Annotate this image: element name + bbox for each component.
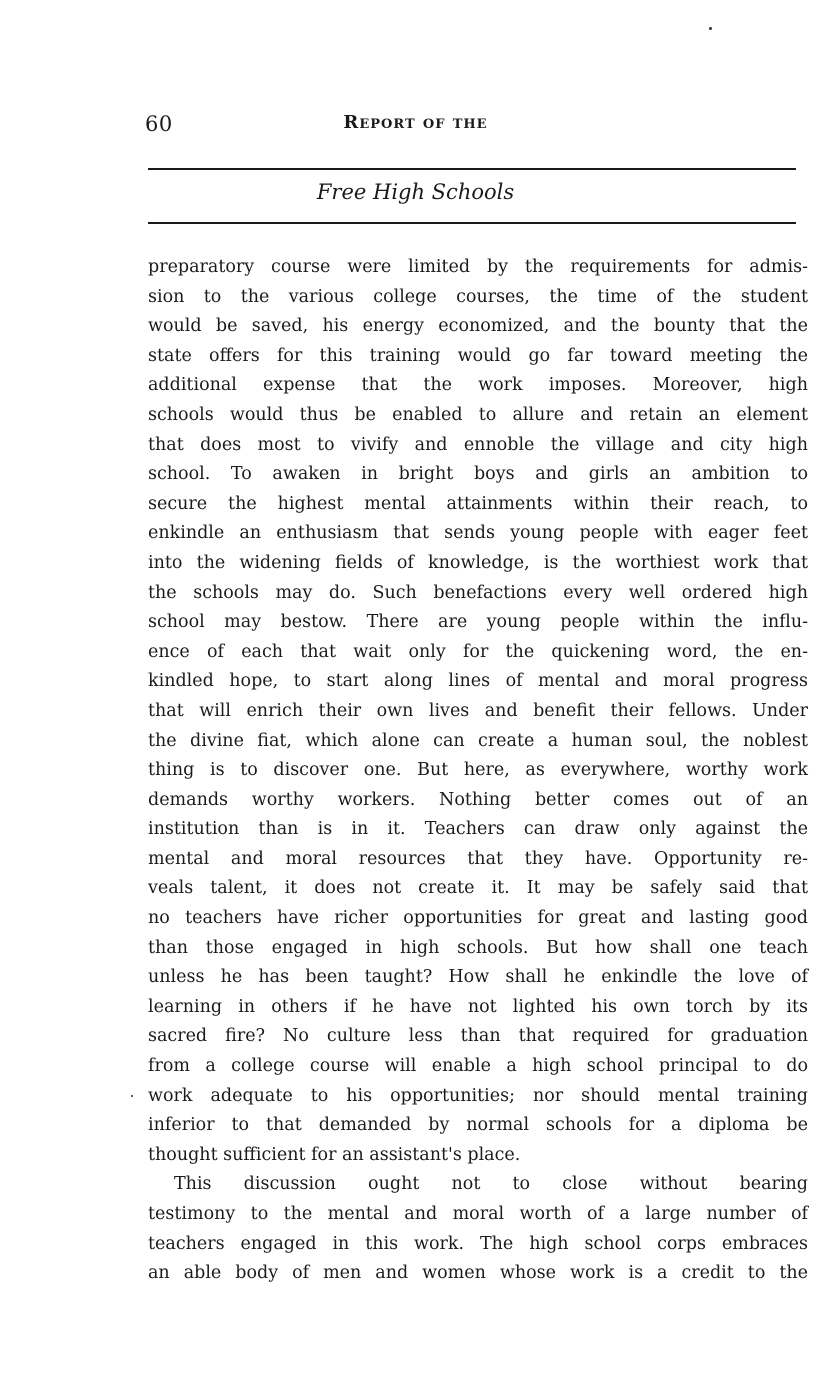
text-line: no teachers have richer opportunities for great and lasting good [148, 908, 808, 929]
text-line: testimony to the mental and moral worth of a large number of [148, 1204, 808, 1224]
text-line: inferior to that demanded by normal schools for a diploma be [148, 1115, 808, 1136]
text-line-paragraph-start: This discussion ought not to close without bearing [174, 1174, 808, 1195]
text-line: sion to the various college courses, the time of the student [148, 286, 808, 307]
text-line: would be saved, his energy economized, and the bounty that the [148, 316, 808, 337]
text-line: the divine fiat, which alone can create a human soul, the noblest [148, 730, 808, 751]
text-line: mental and moral resources that they have. Opportunity re- [148, 848, 808, 869]
text-line: learning in others if he have not lighted his own torch by its [148, 996, 808, 1017]
text-line: the schools may do. Such benefactions every well ordered high [148, 582, 808, 603]
text-line: sacred fire? No culture less than that required for graduation [148, 1026, 808, 1047]
text-line: an able body of men and women whose work is a credit to the [148, 1263, 808, 1284]
text-line: teachers engaged in this work. The high school corps embraces [148, 1233, 808, 1254]
text-line: additional expense that the work imposes. Moreover, high [148, 375, 808, 396]
text-line: kindled hope, to start along lines of mental and moral progress [148, 671, 808, 692]
text-line: state offers for this training would go far toward meeting the [148, 345, 808, 366]
text-line: schools would thus be enabled to allure and retain an element [148, 404, 808, 425]
text-line: thing is to discover one. But here, as everywhere, worthy work [148, 760, 808, 781]
text-line: preparatory course were limited by the requirements for admis- [148, 257, 808, 277]
text-line-paragraph-end: thought sufficient for an assistant's place. [148, 1144, 521, 1165]
header-rule-top [148, 168, 796, 170]
text-line: into the widening fields of knowledge, is the worthiest work that [148, 552, 808, 573]
running-head: Report of the [343, 112, 488, 133]
text-line: enkindle an enthusiasm that sends young people with eager feet [148, 523, 808, 544]
text-line: work adequate to his opportunities; nor should mental training [148, 1085, 808, 1106]
page-number: 60 [145, 112, 173, 136]
text-line: from a college course will enable a high school principal to do [148, 1056, 808, 1077]
section-title: Free High Schools [316, 180, 515, 204]
ink-speck [131, 1095, 133, 1097]
body-text [148, 253, 808, 1289]
text-line: that does most to vivify and ennoble the village and city high [148, 434, 808, 455]
text-line: school may bestow. There are young people within the influ- [148, 612, 808, 633]
text-line: that will enrich their own lives and benefit their fellows. Under [148, 700, 808, 721]
text-line: institution than is in it. Teachers can draw only against the [148, 819, 808, 840]
text-line: than those engaged in high schools. But how shall one teach [148, 937, 808, 958]
text-line: veals talent, it does not create it. It may be safely said that [148, 878, 808, 899]
text-line: secure the highest mental attainments within their reach, to [148, 493, 808, 514]
text-line: school. To awaken in bright boys and girls an ambition to [148, 464, 808, 485]
header-rule-bottom [148, 222, 796, 224]
text-line: ence of each that wait only for the quickening word, the en- [148, 641, 808, 662]
text-line: unless he has been taught? How shall he enkindle the love of [148, 967, 808, 988]
text-line: demands worthy workers. Nothing better comes out of an [148, 789, 808, 810]
ink-speck [709, 27, 712, 30]
